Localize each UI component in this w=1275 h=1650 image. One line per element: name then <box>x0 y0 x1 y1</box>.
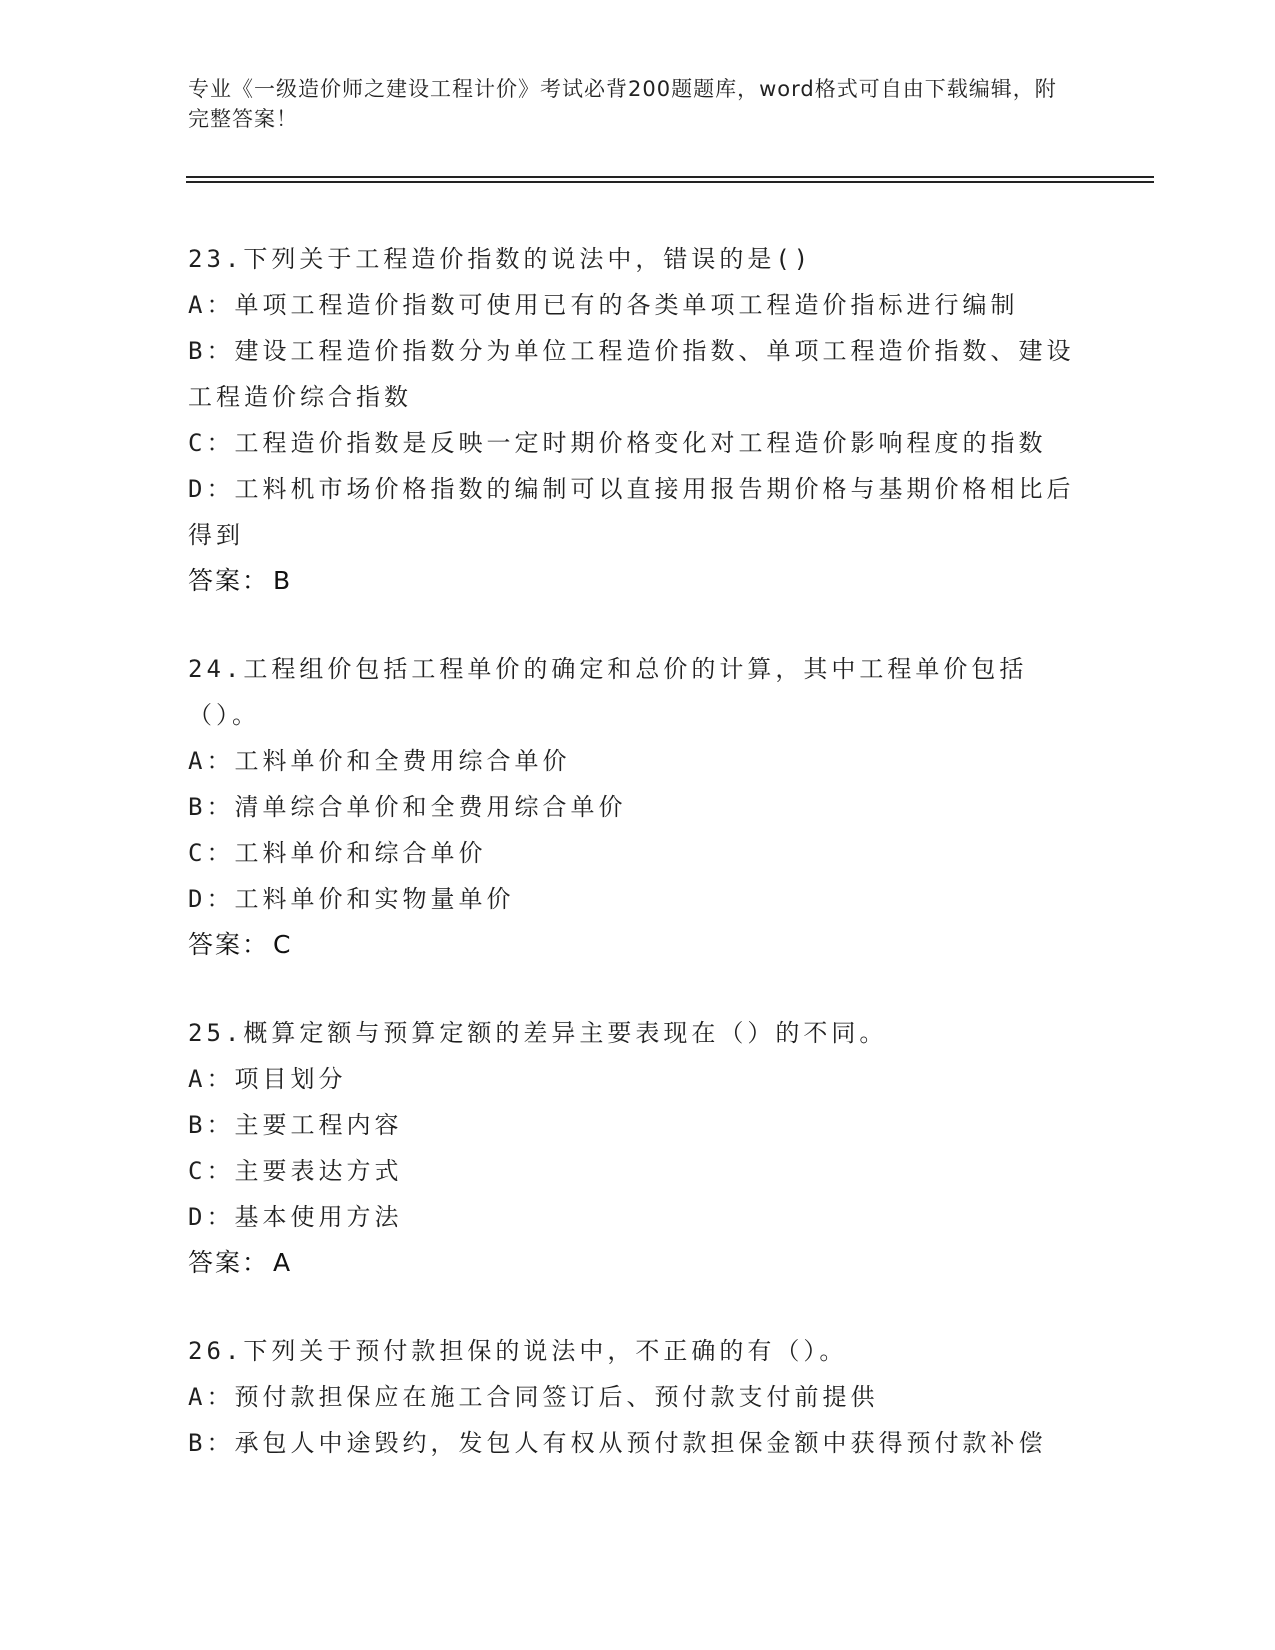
question-26 <box>188 1328 1088 1466</box>
option-a: A：工料单价和全费用综合单价 <box>188 747 571 775</box>
option-d: D：工料单价和实物量单价 <box>188 885 515 913</box>
answer-label: 答案： <box>188 930 270 959</box>
question-list <box>188 236 1088 1508</box>
question-24 <box>188 646 1088 968</box>
option-b: B：承包人中途毁约，发包人有权从预付款担保金额中获得预付款补偿 <box>188 1429 1047 1457</box>
option-c: C：主要表达方式 <box>188 1157 403 1185</box>
answer-label: 答案： <box>188 1248 270 1277</box>
question-stem: 23.下列关于工程造价指数的说法中，错误的是() <box>188 245 813 273</box>
question-stem: 25.概算定额与预算定额的差异主要表现在（）的不同。 <box>188 1019 888 1047</box>
answer-value: C <box>273 930 293 959</box>
question-25 <box>188 1010 1088 1286</box>
question-stem: 26.下列关于预付款担保的说法中，不正确的有（）。 <box>188 1337 848 1365</box>
option-a: A：预付款担保应在施工合同签订后、预付款支付前提供 <box>188 1383 879 1411</box>
option-d: D：工料机市场价格指数的编制可以直接用报告期价格与基期价格相比后得到 <box>188 475 1075 549</box>
answer-line <box>188 1240 1088 1286</box>
answer-value: B <box>273 566 293 595</box>
document-header: 专业《一级造价师之建设工程计价》考试必背200题题库，word格式可自由下载编辑，附完整答案！ <box>188 77 1057 131</box>
question-23 <box>188 236 1088 604</box>
answer-line <box>188 558 1088 604</box>
option-c: C：工料单价和综合单价 <box>188 839 487 867</box>
option-d: D：基本使用方法 <box>188 1203 403 1231</box>
option-a: A：单项工程造价指数可使用已有的各类单项工程造价指标进行编制 <box>188 291 1019 319</box>
question-stem: 24.工程组价包括工程单价的确定和总价的计算，其中工程单价包括（）。 <box>188 655 1028 729</box>
option-b: B：主要工程内容 <box>188 1111 403 1139</box>
answer-line <box>188 922 1088 968</box>
header-divider <box>186 176 1154 178</box>
option-a: A：项目划分 <box>188 1065 347 1093</box>
header-divider-secondary <box>186 181 1154 183</box>
option-c: C：工程造价指数是反映一定时期价格变化对工程造价影响程度的指数 <box>188 429 1047 457</box>
option-b: B：建设工程造价指数分为单位工程造价指数、单项工程造价指数、建设工程造价综合指数 <box>188 337 1075 411</box>
answer-label: 答案： <box>188 566 270 595</box>
option-b: B：清单综合单价和全费用综合单价 <box>188 793 627 821</box>
answer-value: A <box>273 1248 293 1277</box>
